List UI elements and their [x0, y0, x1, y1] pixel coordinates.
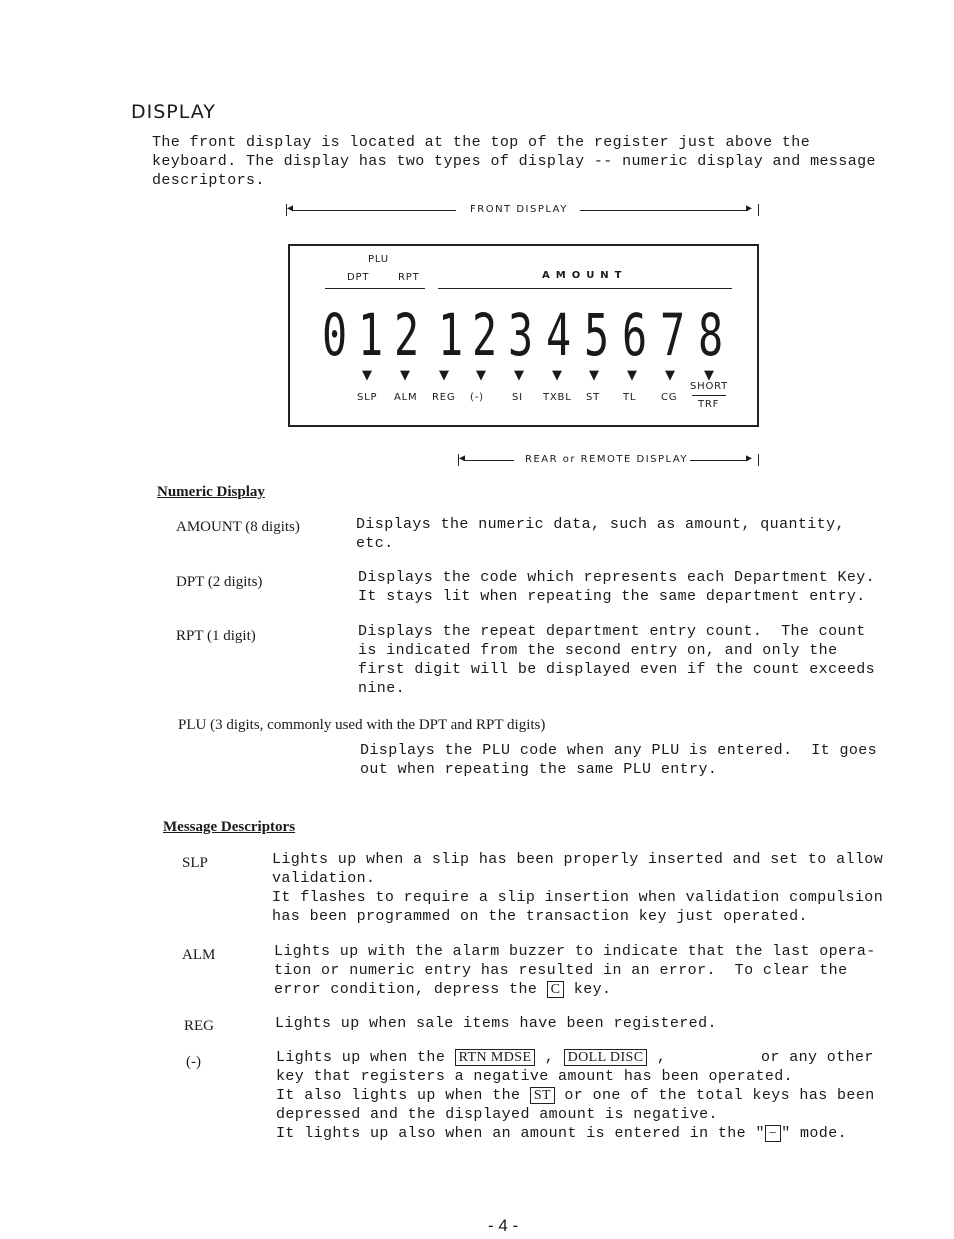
- display-panel: [288, 244, 759, 427]
- page-heading: DISPLAY: [131, 101, 216, 123]
- indicator-label: TXBL: [543, 392, 572, 403]
- description-line: Displays the code which represents each Department Key.: [358, 569, 876, 586]
- intro-line: keyboard. The display has two types of display -- numeric display and message: [152, 153, 876, 170]
- indicator-label: TL: [623, 392, 637, 403]
- description-line: It stays lit when repeating the same department entry.: [358, 588, 866, 605]
- text-span: error condition, depress the: [274, 981, 547, 998]
- description-line: tion or numeric entry has resulted in an error. To clear the: [274, 962, 848, 979]
- left-arrow-icon: ◀: [287, 204, 294, 215]
- description-line: [276, 1048, 876, 1067]
- indicator-triangle-icon: ▼: [552, 368, 562, 383]
- description-line: [274, 980, 876, 999]
- display-digit: 2: [394, 301, 420, 369]
- alm-term: ALM: [182, 947, 216, 963]
- dpt-term: DPT (2 digits): [176, 574, 263, 590]
- doll-disc-key-icon: DOLL DISC: [564, 1049, 648, 1066]
- amount-term: AMOUNT (8 digits): [176, 519, 300, 535]
- display-digit: 0: [322, 301, 348, 369]
- minus-key-icon: −: [765, 1125, 781, 1142]
- reg-term: REG: [184, 1018, 214, 1034]
- description-line: has been programmed on the transaction key just operated.: [272, 908, 808, 925]
- description-line: Lights up when a slip has been properly inserted and set to allow: [272, 851, 884, 868]
- display-digit: 1: [438, 301, 464, 369]
- indicator-triangle-icon: ▼: [400, 368, 410, 383]
- indicator-label: (-): [470, 392, 484, 403]
- amount-description: [356, 515, 845, 553]
- slp-term: SLP: [182, 855, 208, 871]
- trf-label: TRF: [698, 399, 720, 410]
- rpt-label: RPT: [398, 272, 420, 283]
- description-line: Displays the repeat department entry count. The count: [358, 623, 866, 640]
- clear-key-icon: C: [547, 981, 565, 998]
- text-span: ,: [535, 1049, 564, 1066]
- dpt-description: [358, 568, 875, 606]
- indicator-triangle-icon: ▼: [665, 368, 675, 383]
- indicator-triangle-icon: ▼: [704, 368, 714, 383]
- description-line: Displays the PLU code when any PLU is entered. It goes: [360, 742, 878, 759]
- plu-term: PLU (3 digits, commonly used with the DPT and RPT digits): [178, 717, 546, 733]
- front-display-dimension: [286, 203, 762, 217]
- rear-display-dimension: [458, 453, 762, 467]
- slp-description: [272, 850, 883, 926]
- intro-line: The front display is located at the top of the register just above the: [152, 134, 811, 151]
- text-span: or any other: [761, 1049, 874, 1066]
- indicator-label: SLP: [357, 392, 378, 403]
- negative-description: [276, 1048, 876, 1143]
- description-line: key that registers a negative amount has been operated.: [276, 1068, 794, 1085]
- description-line: validation.: [272, 870, 376, 887]
- indicator-label: REG: [432, 392, 456, 403]
- reg-description: [275, 1014, 717, 1033]
- plu-label: PLU: [368, 254, 389, 265]
- description-line: [276, 1086, 876, 1105]
- description-line: etc.: [356, 535, 394, 552]
- indicator-label: CG: [661, 392, 678, 403]
- indicator-triangle-icon: ▼: [476, 368, 486, 383]
- display-digit: 7: [660, 301, 686, 369]
- description-line: depressed and the displayed amount is negative.: [276, 1106, 718, 1123]
- negative-term: (-): [186, 1054, 201, 1070]
- indicator-triangle-icon: ▼: [627, 368, 637, 383]
- indicator-triangle-icon: ▼: [514, 368, 524, 383]
- rpt-description: [358, 622, 875, 698]
- indicator-label: SI: [512, 392, 523, 403]
- rpt-term: RPT (1 digit): [176, 628, 256, 644]
- display-digit: 5: [584, 301, 610, 369]
- message-descriptors-title: Message Descriptors: [163, 819, 296, 835]
- front-display-label: FRONT DISPLAY: [470, 204, 568, 215]
- st-key-icon: ST: [530, 1087, 555, 1104]
- description-line: Lights up with the alarm buzzer to indicate that the last opera-: [274, 943, 876, 960]
- left-arrow-icon: ◀: [459, 454, 466, 465]
- description-line: out when repeating the same PLU entry.: [360, 761, 718, 778]
- description-line: first digit will be displayed even if the count exceeds: [358, 661, 876, 678]
- display-digit: 3: [508, 301, 534, 369]
- short-label: SHORT: [690, 381, 729, 392]
- page-number: - 4 -: [488, 1216, 519, 1235]
- description-line: Lights up when sale items have been registered.: [275, 1015, 717, 1032]
- right-arrow-icon: ▶: [746, 204, 753, 215]
- plu-description: [360, 741, 877, 779]
- display-digit: 6: [622, 301, 648, 369]
- description-line: nine.: [358, 680, 406, 697]
- intro-paragraph: [152, 133, 876, 190]
- indicator-label: ALM: [394, 392, 418, 403]
- description-line: It flashes to require a slip insertion when validation compulsion: [272, 889, 884, 906]
- indicator-label: ST: [586, 392, 601, 403]
- rear-display-label: REAR or REMOTE DISPLAY: [525, 454, 689, 465]
- text-span: It also lights up when the: [276, 1087, 530, 1104]
- amount-label: AMOUNT: [542, 270, 628, 281]
- indicator-triangle-icon: ▼: [439, 368, 449, 383]
- dpt-label: DPT: [347, 272, 370, 283]
- text-span: " mode.: [781, 1125, 847, 1142]
- display-digit: 8: [698, 301, 724, 369]
- description-line: Displays the numeric data, such as amount, quantity,: [356, 516, 845, 533]
- text-span: or one of the total keys has been: [554, 1087, 875, 1104]
- right-arrow-icon: ▶: [746, 454, 753, 465]
- text-span: Lights up when the: [276, 1049, 455, 1066]
- alm-description: [274, 942, 876, 999]
- indicator-triangle-icon: ▼: [362, 368, 372, 383]
- intro-line: descriptors.: [152, 172, 265, 189]
- rtn-mdse-key-icon: RTN MDSE: [455, 1049, 536, 1066]
- numeric-display-title: Numeric Display: [157, 484, 265, 500]
- text-span: key.: [564, 981, 612, 998]
- description-line: is indicated from the second entry on, and only the: [358, 642, 838, 659]
- display-digit: 1: [358, 301, 384, 369]
- indicator-triangle-icon: ▼: [589, 368, 599, 383]
- display-digit: 4: [546, 301, 572, 369]
- text-span: ,: [647, 1049, 667, 1066]
- text-span: It lights up also when an amount is entered in the ": [276, 1125, 765, 1142]
- description-line: [276, 1124, 876, 1143]
- display-digit: 2: [472, 301, 498, 369]
